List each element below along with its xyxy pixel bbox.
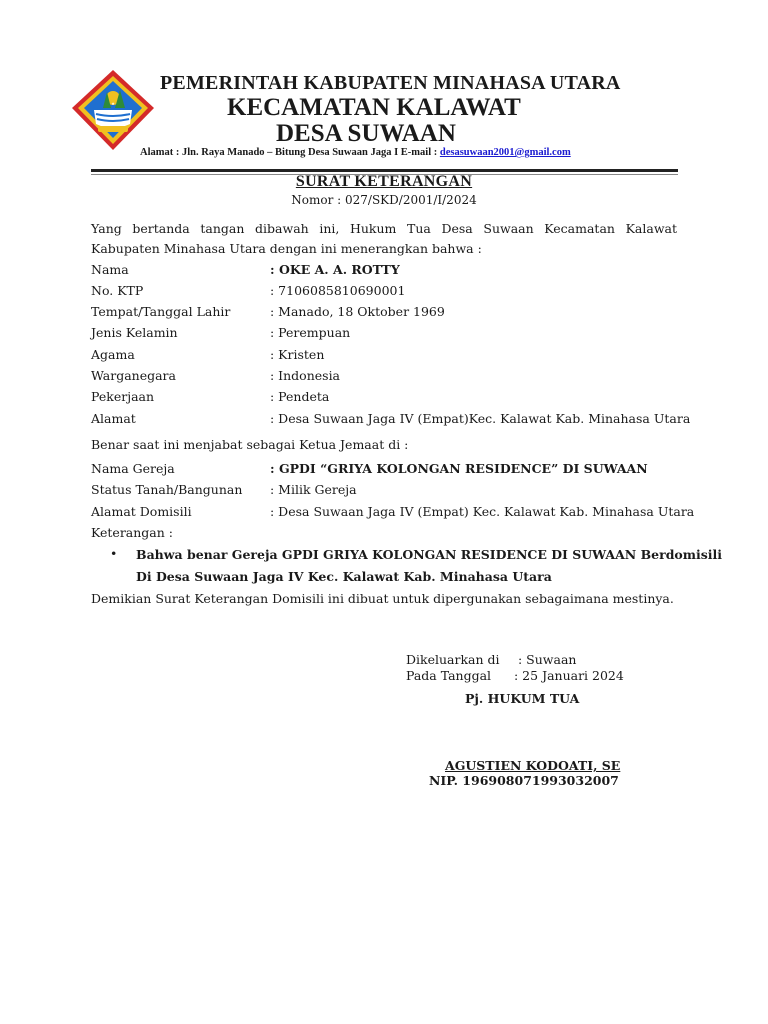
letterhead-village: DESA SUWAAN	[276, 120, 456, 147]
keterangan-line-1: Bahwa benar Gereja GPDI GRIYA KOLONGAN RESIDENCE DI SUWAAN Berdomisili	[136, 547, 723, 562]
address-text: Alamat : Jln. Raya Manado – Bitung Desa Suwaan Jaga I E-mail :	[140, 147, 440, 158]
date-label: Pada Tanggal	[406, 668, 492, 683]
letterhead-address	[140, 147, 571, 158]
minahasa-utara-crest-icon	[70, 68, 156, 152]
field-value-nama: : OKE A. A. ROTTY	[270, 262, 400, 277]
field-label-ttl: Tempat/Tanggal Lahir	[91, 304, 231, 319]
field-label-occupation: Pekerjaan	[91, 389, 155, 404]
date-value: : 25 Januari 2024	[514, 668, 624, 683]
field-value-address: : Desa Suwaan Jaga IV (Empat)Kec. Kalawat Kab. Minahasa Utara	[270, 411, 691, 426]
letterhead-regency: PEMERINTAH KABUPATEN MINAHASA UTARA	[160, 72, 621, 94]
letterhead-district: KECAMATAN KALAWAT	[227, 94, 521, 121]
closing-statement: Demikian Surat Keterangan Domisili ini dibuat untuk dipergunakan sebagaimana mestinya.	[91, 591, 674, 606]
field-label-church-name: Nama Gereja	[91, 461, 175, 476]
field-value-land-status: : Milik Gereja	[270, 482, 357, 497]
position-statement: Benar saat ini menjabat sebagai Ketua Jemaat di :	[91, 437, 409, 452]
keterangan-line-2: Di Desa Suwaan Jaga IV Kec. Kalawat Kab. Minahasa Utara	[136, 569, 552, 584]
field-value-ttl: : Manado, 18 Oktober 1969	[270, 304, 445, 319]
intro-paragraph: Yang bertanda tangan dibawah ini, Hukum Tua Desa Suwaan Kecamatan Kalawat Kabupaten Minahasa Utara dengan ini menerangkan bahwa :	[91, 221, 677, 256]
signatory-nip: NIP. 196908071993032007	[429, 773, 619, 788]
issued-at-label: Dikeluarkan di	[406, 652, 500, 667]
bullet-icon: •	[110, 546, 118, 561]
document-number: Nomor : 027/SKD/2001/I/2024	[291, 193, 477, 207]
document-title: SURAT KETERANGAN	[295, 173, 473, 190]
signatory-name: AGUSTIEN KODOATI, SE	[445, 758, 621, 773]
field-value-citizenship: : Indonesia	[270, 368, 341, 383]
field-label-ktp: No. KTP	[91, 283, 144, 298]
field-value-occupation: : Pendeta	[270, 389, 330, 404]
field-label-domicile: Alamat Domisili	[91, 504, 192, 519]
issued-at-value: : Suwaan	[518, 652, 577, 667]
field-value-gender: : Perempuan	[270, 325, 351, 340]
keterangan-label: Keterangan :	[91, 525, 173, 540]
field-label-religion: Agama	[91, 347, 135, 362]
field-label-gender: Jenis Kelamin	[91, 325, 178, 340]
email-link[interactable]: desasuwaan2001@gmail.com	[439, 147, 571, 158]
svg-text:★: ★	[111, 101, 115, 106]
field-value-ktp: : 7106085810690001	[270, 283, 406, 298]
field-value-church-name: : GPDI “GRIYA KOLONGAN RESIDENCE” DI SUWAAN	[270, 461, 648, 476]
field-label-address: Alamat	[91, 411, 136, 426]
field-value-religion: : Kristen	[270, 347, 325, 362]
field-label-land-status: Status Tanah/Bangunan	[91, 482, 243, 497]
letterhead-rule-thick	[91, 169, 678, 172]
field-value-domicile: : Desa Suwaan Jaga IV (Empat) Kec. Kalawat Kab. Minahasa Utara	[270, 504, 695, 519]
field-label-citizenship: Warganegara	[91, 368, 176, 383]
field-label-nama: Nama	[91, 262, 129, 277]
signatory-title: Pj. HUKUM TUA	[465, 691, 580, 706]
